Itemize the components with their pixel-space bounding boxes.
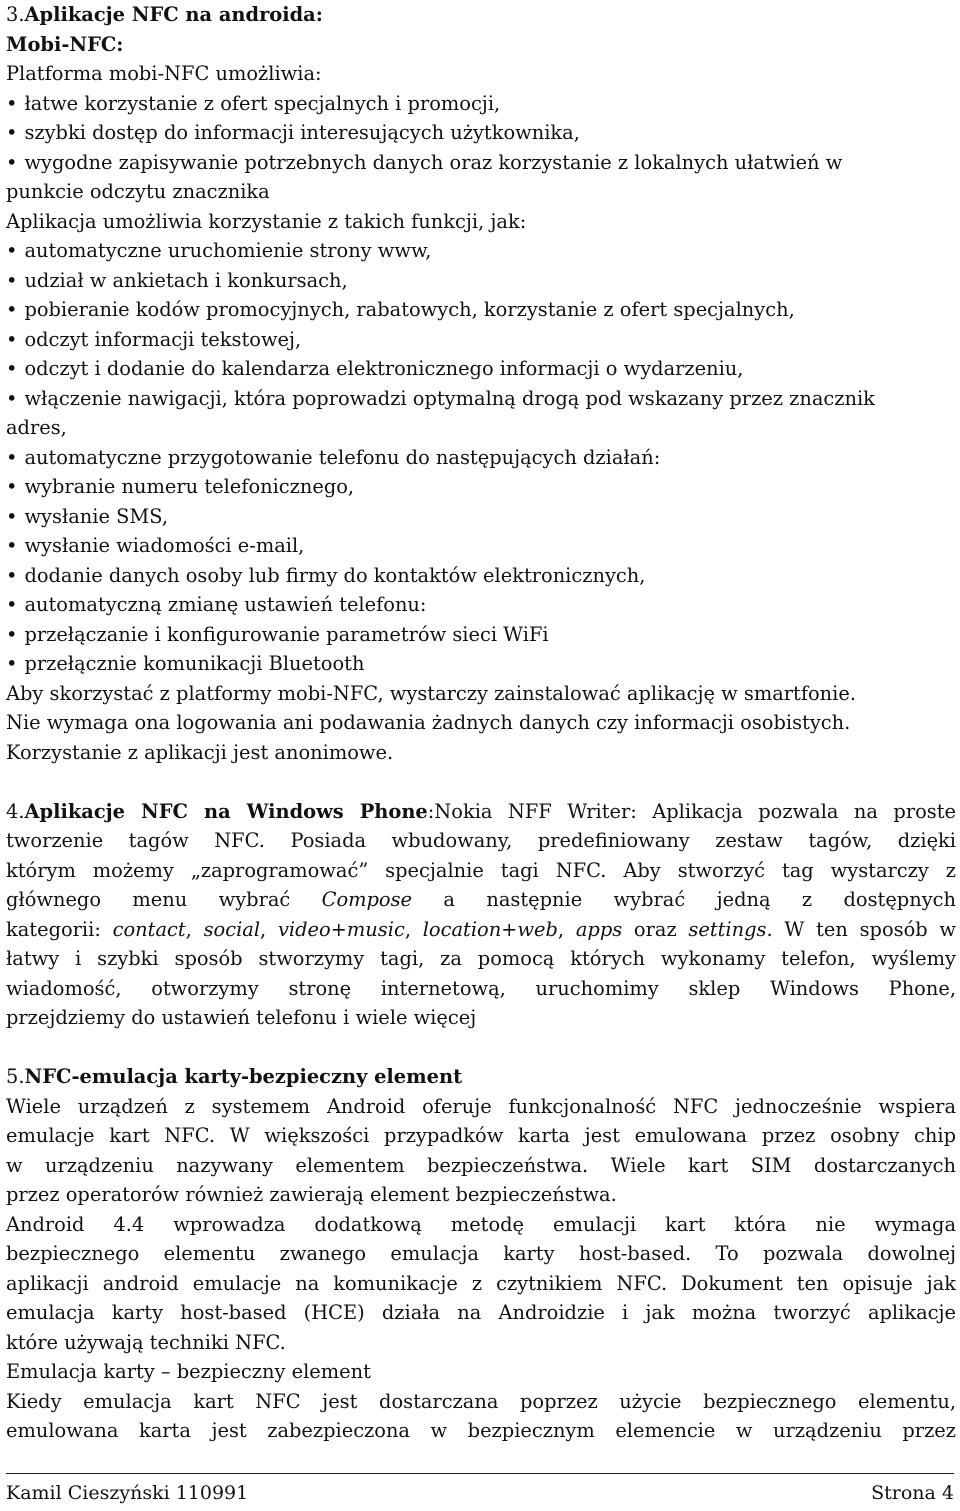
- paragraph-line: Android 4.4 wprowadza dodatkową metodę emulacji kart która nie wymaga: [6, 1212, 956, 1236]
- paragraph-line: Kiedy emulacja kart NFC jest dostarczana poprzez użycie bezpiecznego elementu,: [6, 1389, 956, 1413]
- paragraph-line: przez operatorów również zawierają element bezpieczeństwa.: [6, 1183, 617, 1206]
- paragraph-line: Aby skorzystać z platformy mobi-NFC, wystarczy zainstalować aplikację w smartfonie.: [6, 681, 857, 705]
- paragraph-line: Korzystanie z aplikacji jest anonimowe.: [6, 740, 394, 764]
- document-page: [6, 0, 956, 1446]
- bullet-item: • szybki dostęp do informacji interesujących użytkownika,: [6, 118, 956, 148]
- footer-page-number: Strona 4: [871, 1482, 954, 1504]
- bullet-item: • automatyczne uruchomienie strony www,: [6, 236, 956, 266]
- bullet-item: • wysłanie wiadomości e-mail,: [6, 531, 956, 561]
- bullet-item: • dodanie danych osoby lub firmy do kontaktów elektronicznych,: [6, 561, 956, 591]
- section-4-heading: Aplikacje NFC na Windows Phone: [24, 799, 428, 823]
- spacer: [6, 767, 956, 797]
- paragraph-line: przejdziemy do ustawień telefonu i wiele więcej: [6, 1006, 477, 1029]
- page-footer: [6, 1473, 954, 1504]
- bullet-item: • wybranie numeru telefonicznego,: [6, 472, 956, 502]
- bullet-item: • pobieranie kodów promocyjnych, rabatowych, korzystanie z ofert specjalnych,: [6, 295, 956, 325]
- bullet-item: • odczyt informacji tekstowej,: [6, 325, 956, 355]
- section-3-heading: 3.Aplikacje NFC na androida:: [6, 3, 323, 26]
- paragraph-line: bezpiecznego elementu zwanego emulacja karty host-based. To pozwala dowolnej: [6, 1242, 956, 1265]
- bullet-item: • przełącznie komunikacji Bluetooth: [6, 649, 956, 679]
- bullet-item: • wysłanie SMS,: [6, 502, 956, 532]
- bullet-continuation: adres,: [6, 416, 67, 439]
- paragraph-line: emulacje kart NFC. W większości przypadków karta jest emulowana przez osobny chip: [6, 1124, 956, 1147]
- paragraph-line: Aplikacja umożliwia korzystanie z takich funkcji, jak:: [6, 209, 527, 233]
- section-4-first-line: 4.Aplikacje NFC na Windows Phone:Nokia NFF Writer: Aplikacja pozwala na proste: [6, 799, 956, 823]
- paragraph-line: wiadomość, otworzymy stronę internetową, uruchomimy sklep Windows Phone,: [6, 976, 956, 1000]
- bullet-item: • udział w ankietach i konkursach,: [6, 266, 956, 296]
- paragraph-line: Nie wymaga ona logowania ani podawania żadnych danych czy informacji osobistych.: [6, 711, 851, 734]
- spacer: [6, 1033, 956, 1063]
- section-3-subheading: Mobi-NFC:: [6, 32, 124, 56]
- paragraph-line: emulowana karta jest zabezpieczona w bezpiecznym elemencie w urządzeniu przez: [6, 1419, 956, 1442]
- bullet-item: • włączenie nawigacji, która poprowadzi optymalną drogą pod wskazany przez znacznik: [6, 384, 956, 414]
- bullet-continuation: punkcie odczytu znacznika: [6, 180, 270, 203]
- bullet-item: • automatyczne przygotowanie telefonu do następujących działań:: [6, 443, 956, 473]
- section-5-subheading: Emulacja karty – bezpieczny element: [6, 1360, 371, 1383]
- paragraph-line: emulacja karty host-based (HCE) działa na Androidzie i jak można tworzyć aplikacje: [6, 1301, 956, 1324]
- bullet-item: • przełączanie i konfigurowanie parametrów sieci WiFi: [6, 620, 956, 650]
- paragraph-line: głównego menu wybrać Compose a następnie wybrać jedną z dostępnych: [6, 888, 956, 911]
- paragraph-line: które używają techniki NFC.: [6, 1330, 286, 1354]
- paragraph-line: Platforma mobi-NFC umożliwia:: [6, 62, 322, 85]
- paragraph-line: łatwy i szybki sposób stworzymy tagi, za pomocą których wykonamy telefon, wyślemy: [6, 947, 956, 970]
- paragraph-line: w urządzeniu nazywany elementem bezpieczeństwa. Wiele kart SIM dostarczanych: [6, 1153, 956, 1177]
- section-5-heading: 5.NFC-emulacja karty-bezpieczny element: [6, 1065, 463, 1088]
- paragraph-line: aplikacji android emulacje na komunikacje z czytnikiem NFC. Dokument ten opisuje jak: [6, 1271, 956, 1295]
- bullet-item: • automatyczną zmianę ustawień telefonu:: [6, 590, 956, 620]
- bullet-item: • łatwe korzystanie z ofert specjalnych i promocji,: [6, 89, 956, 119]
- bullet-item: • odczyt i dodanie do kalendarza elektronicznego informacji o wydarzeniu,: [6, 354, 956, 384]
- paragraph-line: tworzenie tagów NFC. Posiada wbudowany, predefiniowany zestaw tagów, dzięki: [6, 829, 956, 852]
- paragraph-line: którym możemy „zaprogramować” specjalnie tagi NFC. Aby stworzyć tag wystarczy z: [6, 858, 956, 882]
- bullet-item: • wygodne zapisywanie potrzebnych danych oraz korzystanie z lokalnych ułatwień w: [6, 148, 956, 178]
- footer-author: Kamil Cieszyński 110991: [6, 1482, 249, 1504]
- paragraph-line: Wiele urządzeń z systemem Android oferuje funkcjonalność NFC jednocześnie wspiera: [6, 1094, 956, 1118]
- paragraph-line: kategorii: contact, social, video+music, location+web, apps oraz settings. W ten sposób w: [6, 917, 957, 941]
